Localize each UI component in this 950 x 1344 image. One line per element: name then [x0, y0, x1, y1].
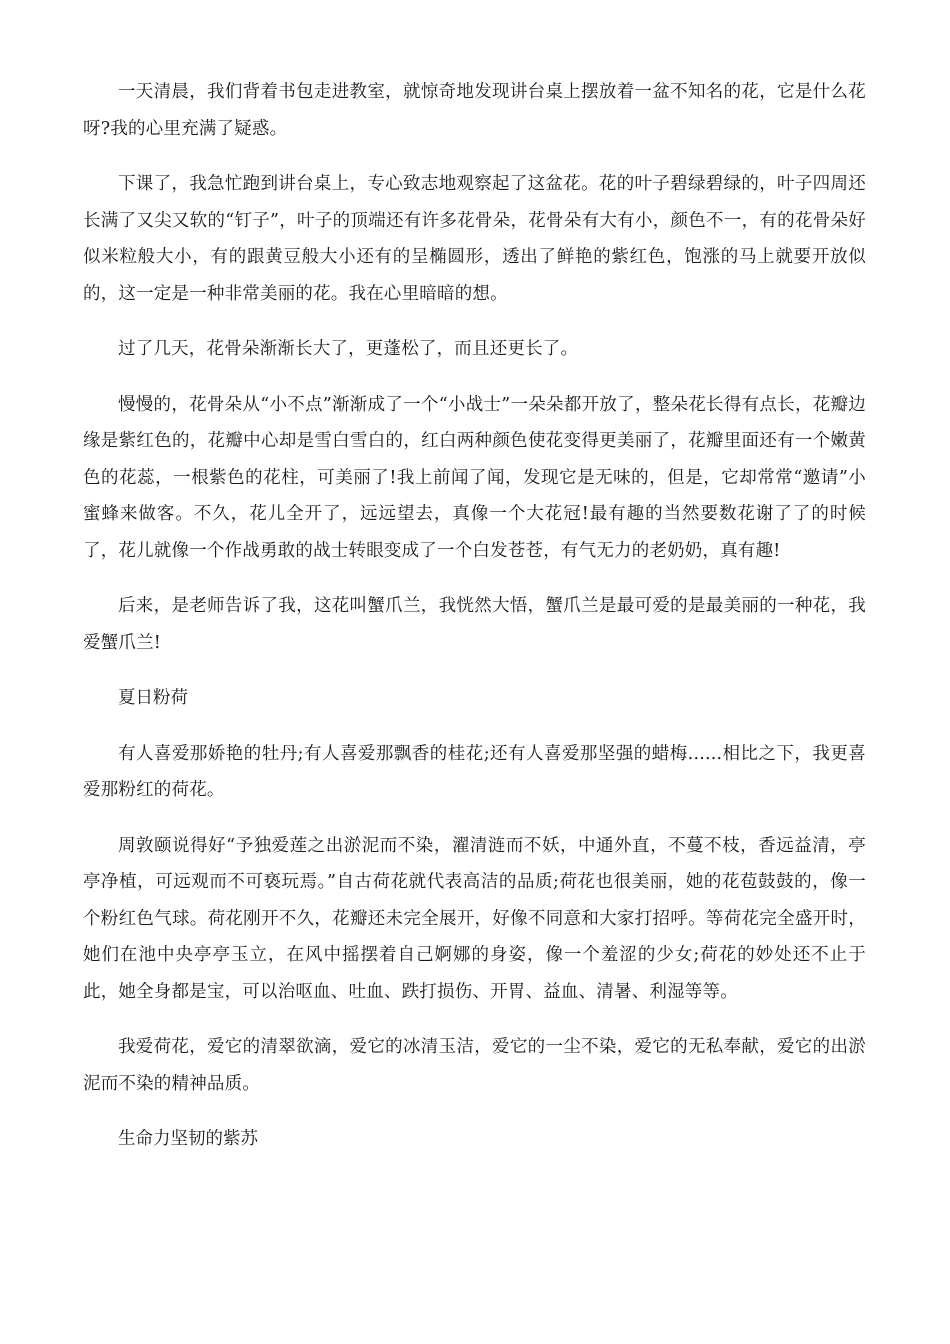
paragraph-4: 慢慢的，花骨朵从“小不点”渐渐成了一个“小战士”一朵朵都开放了，整朵花长得有点长，花瓣边缘是紫红色的，花瓣中心却是雪白雪白的，红白两种颜色使花变得更美丽了，花瓣里面还有一个嫩黄色的花蕊，一根紫色的花柱，可美丽了!我上前闻了闻，发现它是无味的，但是，它却常常“邀请”小蜜蜂来做客。不久，花儿全开了，远远望去，真像一个大花冠!最有趣的当然要数花谢了了的时候了，花儿就像一个作战勇敢的战士转眼变成了一个白发苍苍，有气无力的老奶奶，真有趣!: [83, 394, 866, 561]
paragraph-7: 周敦颐说得好“予独爱莲之出淤泥而不染，濯清涟而不妖，中通外直，不蔓不枝，香远益清，亭亭净植，可远观而不可亵玩焉。”自古荷花就代表高洁的品质;荷花也很美丽，她的花苞鼓鼓的，像一个粉红色气球。荷花刚开不久，花瓣还未完全展开，好像不同意和大家打招呼。等荷花完全盛开时，她们在池中央亭亭玉立，在风中摇摆着自己婀娜的身姿，像一个羞涩的少女;荷花的妙处还不止于此，她全身都是宝，可以治呕血、吐血、跌打损伤、开胃、益血、清暑、利湿等等。: [83, 835, 866, 1002]
paragraph-8: 我爱荷花，爱它的清翠欲滴，爱它的冰清玉洁，爱它的一尘不染，爱它的无私奉献，爱它的出淤泥而不染的精神品质。: [83, 1037, 866, 1094]
paragraph-1: 一天清晨，我们背着书包走进教室，就惊奇地发现讲台桌上摆放着一盆不知名的花，它是什么花呀?我的心里充满了疑惑。: [83, 82, 866, 139]
paragraph-5: 后来，是老师告诉了我，这花叫蟹爪兰，我恍然大悟，蟹爪兰是最可爱的是最美丽的一种花，我爱蟹爪兰!: [83, 596, 866, 653]
paragraph-3: 过了几天，花骨朵渐渐长大了，更蓬松了，而且还更长了。: [118, 339, 579, 359]
paragraph-6: 有人喜爱那娇艳的牡丹;有人喜爱那飘香的桂花;还有人喜爱那坚强的蜡梅......相比之下，我更喜爱那粉红的荷花。: [83, 743, 866, 800]
section-title-perilla: 生命力坚韧的紫苏: [118, 1129, 258, 1149]
paragraph-2: 下课了，我急忙跑到讲台桌上，专心致志地观察起了这盆花。花的叶子碧绿碧绿的，叶子四周还长满了又尖又软的“钉子”，叶子的顶端还有许多花骨朵，花骨朵有大有小，颜色不一，有的花骨朵好似米粒般大小，有的跟黄豆般大小还有的呈椭圆形，透出了鲜艳的紫红色，饱涨的马上就要开放似的，这一定是一种非常美丽的花。我在心里暗暗的想。: [83, 174, 866, 304]
section-title-summer-lotus: 夏日粉荷: [118, 688, 188, 708]
